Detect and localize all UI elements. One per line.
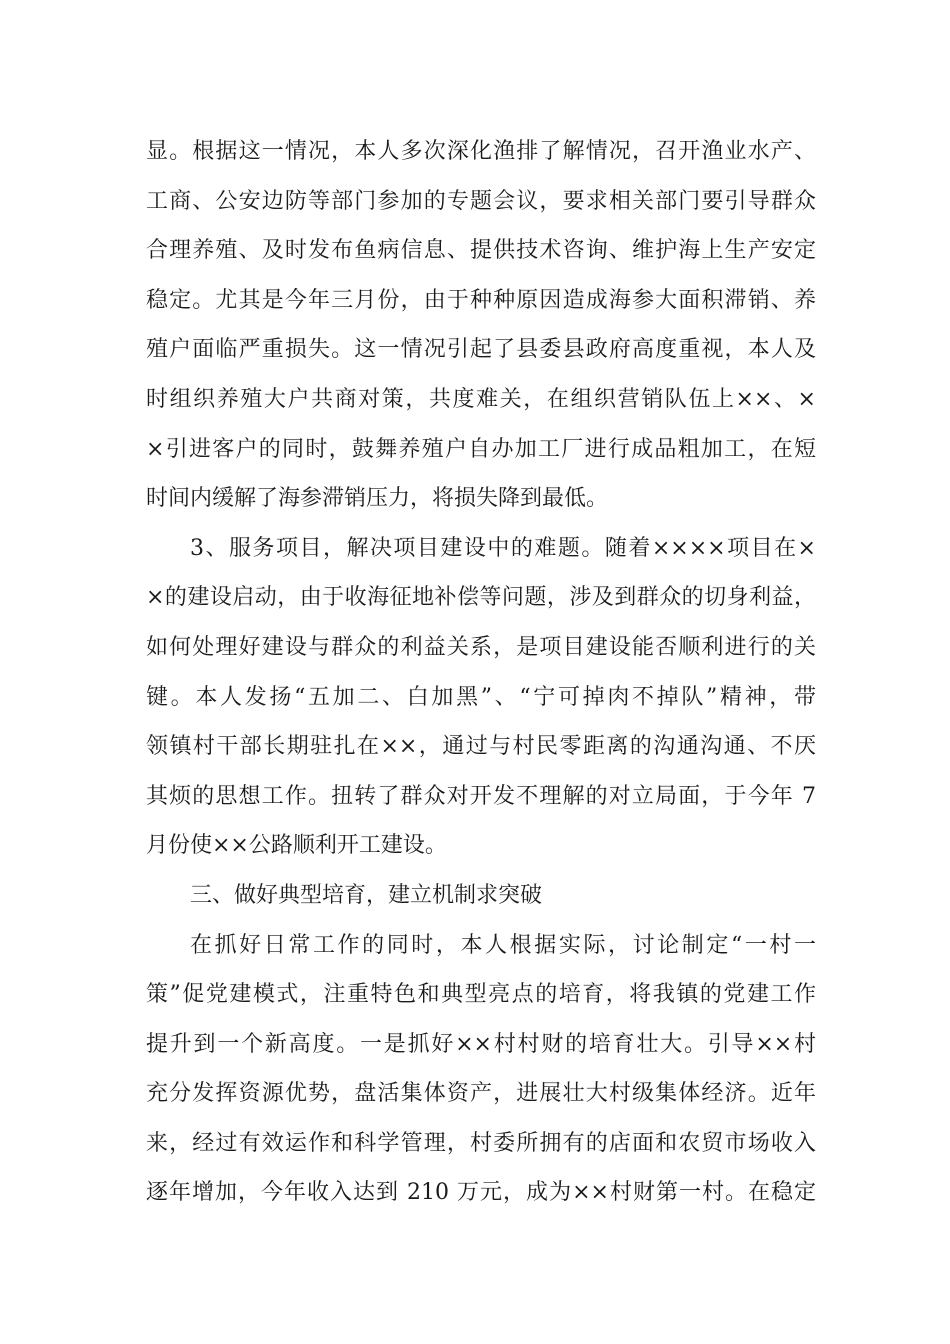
text-line: 提升到一个新高度。一是抓好××村村财的培育壮大。引导××村 [146,1031,816,1057]
text-line: 合理养殖、及时发布鱼病信息、提供技术咨询、维护海上生产安定 [146,238,816,264]
text-line: 时间内缓解了海参滞销压力，将损失降到最低。 [146,486,609,512]
text-line: ×引进客户的同时，鼓舞养殖户自办加工厂进行成品粗加工，在短 [146,436,816,462]
text-line: 殖户面临严重损失。这一情况引起了县委县政府高度重视，本人及 [146,337,816,363]
document-body [146,127,816,1218]
text-line: 工商、公安边防等部门参加的专题会议，要求相关部门要引导群众 [146,188,816,214]
text-line: 充分发挥资源优势，盘活集体资产，进展壮大村级集体经济。近年 [146,1081,816,1107]
text-line: 逐年增加，今年收入达到 210 万元，成为××村财第一村。在稳定 [146,1180,816,1206]
text-line: 在抓好日常工作的同时，本人根据实际，讨论制定“一村一 [190,932,816,958]
text-line: 其烦的思想工作。扭转了群众对开发不理解的对立局面，于今年 7 [146,783,816,809]
text-line: 稳定。尤其是今年三月份，由于种种原因造成海参大面积滞销、养 [146,287,816,313]
text-line: 策”促党建模式，注重特色和典型亮点的培育，将我镇的党建工作 [146,982,816,1008]
text-line: 来，经过有效运作和科学管理，村委所拥有的店面和农贸市场收入 [146,1130,816,1156]
text-line: 三、做好典型培育，建立机制求突破 [190,882,543,908]
text-line: 领镇村干部长期驻扎在××，通过与村民零距离的沟通沟通、不厌 [146,734,816,760]
text-line: ×的建设启动，由于收海征地补偿等问题，涉及到群众的切身利益， [146,585,816,611]
text-line: 3、服务项目，解决项目建设中的难题。随着××××项目在× [190,535,816,561]
text-line: 键。本人发扬“五加二、白加黑”、“宁可掉肉不掉队”精神，带 [146,684,816,710]
text-line: 月份使××公路顺利开工建设。 [146,833,447,859]
text-line: 时组织养殖大户共商对策，共度难关，在组织营销队伍上××、× [146,386,816,412]
text-line: 如何处理好建设与群众的利益关系，是项目建设能否顺利进行的关 [146,634,816,660]
text-line: 显。根据这一情况，本人多次深化渔排了解情况，召开渔业水产、 [146,139,816,164]
